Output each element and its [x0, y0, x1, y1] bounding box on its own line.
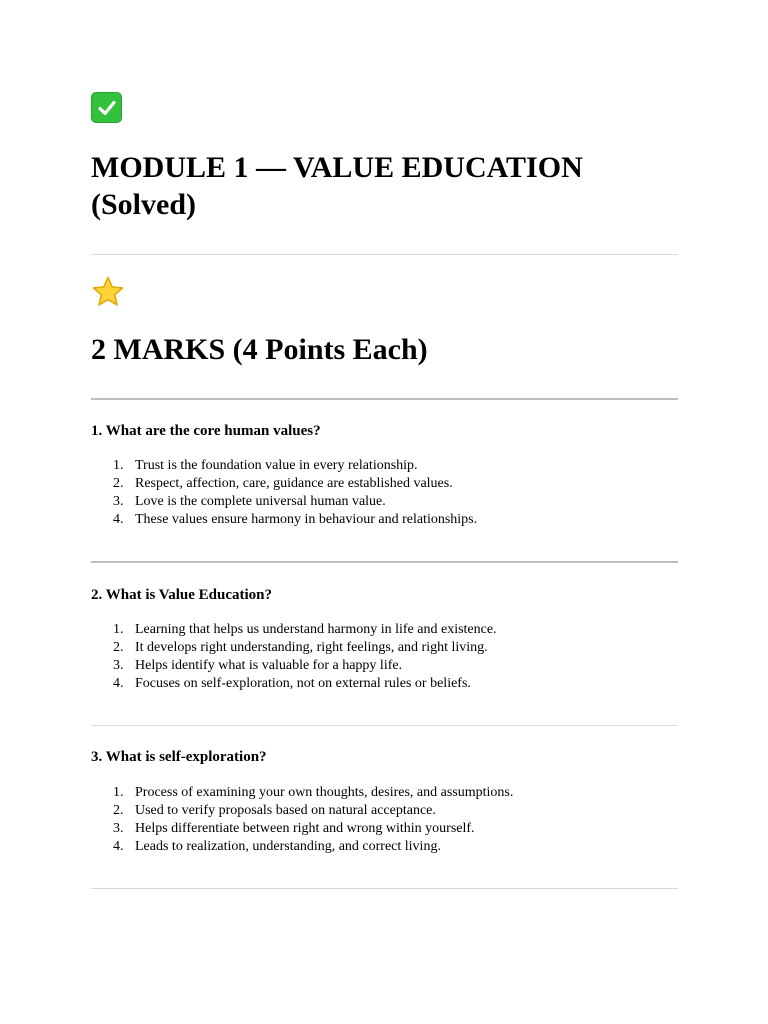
list-item: [91, 838, 678, 856]
list-number: 4.: [113, 676, 124, 691]
section-title: 2 MARKS (4 Points Each): [91, 333, 428, 366]
list-text: Respect, affection, care, guidance are established values.: [135, 476, 453, 491]
list-number: 1.: [113, 458, 124, 473]
list-text: Learning that helps us understand harmony in life and existence.: [135, 622, 497, 637]
list-number: 2.: [113, 640, 124, 655]
answer-list: [91, 457, 678, 529]
document-content: [91, 92, 678, 889]
list-item: [91, 784, 678, 802]
page-title: MODULE 1 — VALUE EDUCATION (Solved): [91, 151, 583, 221]
list-number: 4.: [113, 839, 124, 854]
question-heading: 1. What are the core human values?: [91, 423, 321, 439]
list-item: [91, 657, 678, 675]
question-heading: 3. What is self-exploration?: [91, 749, 267, 765]
check-mark-icon: [91, 92, 122, 123]
list-text: Focuses on self-exploration, not on external rules or beliefs.: [135, 676, 471, 691]
list-text: It develops right understanding, right feelings, and right living.: [135, 640, 488, 655]
list-item: [91, 621, 678, 639]
list-item: [91, 511, 678, 529]
list-text: Process of examining your own thoughts, desires, and assumptions.: [135, 785, 514, 800]
list-number: 4.: [113, 512, 124, 527]
divider: [91, 254, 678, 255]
list-number: 1.: [113, 785, 124, 800]
divider: [91, 561, 678, 563]
question-block: [91, 586, 678, 693]
list-number: 3.: [113, 658, 124, 673]
list-item: [91, 493, 678, 511]
question-block: [91, 748, 678, 856]
question-block: [91, 422, 678, 529]
star-icon-wrap: [91, 275, 678, 309]
list-number: 3.: [113, 821, 124, 836]
list-text: Helps identify what is valuable for a happy life.: [135, 658, 403, 673]
list-item: [91, 675, 678, 693]
list-number: 2.: [113, 803, 124, 818]
question-heading: 2. What is Value Education?: [91, 587, 273, 603]
list-text: Trust is the foundation value in every relationship.: [135, 458, 418, 473]
list-number: 2.: [113, 476, 124, 491]
list-item: [91, 820, 678, 838]
list-number: 3.: [113, 494, 124, 509]
divider: [91, 725, 678, 726]
list-number: 1.: [113, 622, 124, 637]
star-icon: [91, 275, 125, 309]
list-item: [91, 457, 678, 475]
list-text: Love is the complete universal human value.: [135, 494, 386, 509]
divider: [91, 398, 678, 400]
list-item: [91, 475, 678, 493]
list-text: These values ensure harmony in behaviour and relationships.: [135, 512, 478, 527]
answer-list: [91, 621, 678, 693]
answer-list: [91, 784, 678, 856]
list-item: [91, 639, 678, 657]
list-item: [91, 802, 678, 820]
list-text: Leads to realization, understanding, and correct living.: [135, 839, 441, 854]
divider: [91, 888, 678, 889]
list-text: Helps differentiate between right and wrong within yourself.: [135, 821, 475, 836]
list-text: Used to verify proposals based on natural acceptance.: [135, 803, 436, 818]
